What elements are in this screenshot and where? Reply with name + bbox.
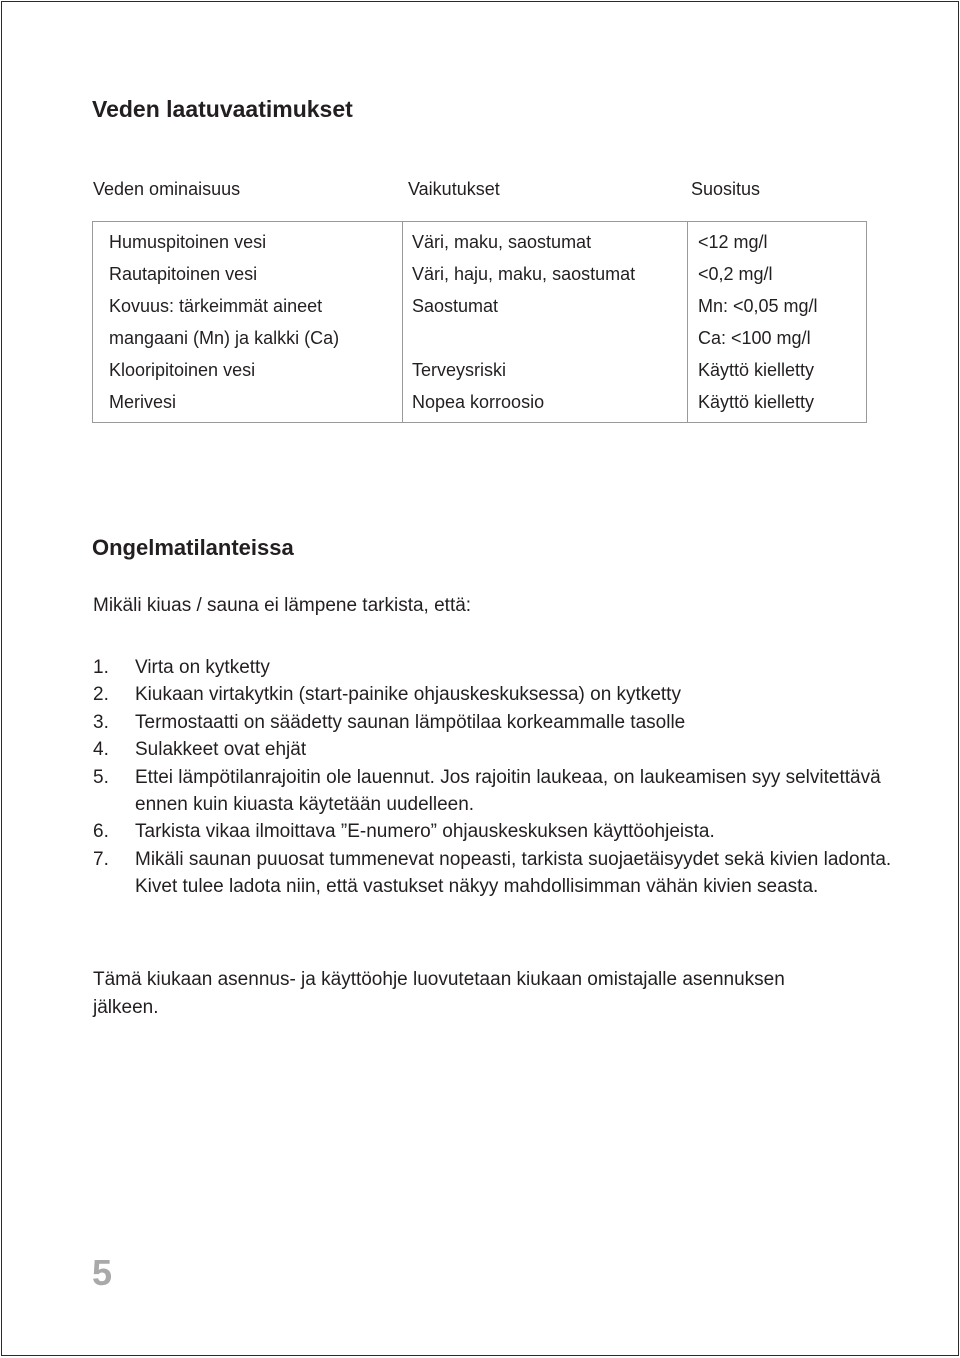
list-item — [93, 736, 893, 763]
page-title: Veden laatuvaatimukset — [92, 96, 353, 122]
list-item — [93, 846, 893, 901]
item-text: Ettei lämpötilanrajoitin ole lauennut. Jos rajoitin laukeaa, on laukeamisen syy selvitettävä ennen kuin kiuasta käytetään uudelleen. — [135, 766, 881, 816]
recommendation-cell: <12 mg/l — [688, 222, 867, 259]
property-cell: Rautapitoinen vesi — [109, 264, 258, 284]
effect-cell: Väri, haju, maku, saostumat — [403, 258, 688, 290]
item-text: Sulakkeet ovat ehjät — [135, 739, 307, 761]
item-text: Mikäli saunan puuosat tummenevat nopeasti, tarkista suojaetäisyydet sekä kivien ladonta. Kivet tulee ladota niin, että vastukset näkyy mahdollisimman vähän kivien seasta. — [135, 848, 892, 898]
list-item — [93, 681, 893, 708]
table-row — [93, 290, 867, 354]
item-number: 7. — [93, 848, 109, 870]
water-quality-table — [92, 221, 867, 423]
recommendation-line: Ca: <100 mg/l — [698, 328, 811, 348]
troubleshooting-intro: Mikäli kiuas / sauna ei lämpene tarkista, että: — [93, 595, 472, 616]
property-line: mangaani (Mn) ja kalkki (Ca) — [109, 328, 340, 348]
table-row — [93, 386, 867, 423]
list-item — [93, 654, 893, 681]
item-number: 4. — [93, 739, 109, 761]
item-text: Tarkista vikaa ilmoittava ”E-numero” ohjauskeskuksen käyttöohjeista. — [135, 821, 715, 843]
troubleshooting-heading: Ongelmatilanteissa — [92, 535, 294, 560]
recommendation-cell: Käyttö kielletty — [688, 354, 867, 386]
property-cell: Klooripitoinen vesi — [109, 360, 256, 380]
closing-paragraph: Tämä kiukaan asennus- ja käyttöohje luovutetaan kiukaan omistajalle asennuksen jälkeen. — [93, 969, 785, 1018]
table-row — [93, 354, 867, 386]
list-item — [93, 764, 893, 819]
table-row — [93, 222, 867, 259]
document-page — [1, 1, 959, 1356]
column-header-recommendation: Suositus — [691, 179, 761, 199]
item-number: 2. — [93, 684, 109, 706]
page-number: 5 — [92, 1252, 113, 1293]
item-number: 1. — [93, 657, 109, 678]
property-cell: Merivesi — [109, 392, 177, 412]
recommendation-line: Mn: <0,05 mg/l — [698, 296, 818, 316]
effect-cell: Saostumat — [403, 290, 688, 354]
item-number: 5. — [93, 766, 109, 788]
property-line: Kovuus: tärkeimmät aineet — [109, 296, 323, 316]
table-row — [93, 258, 867, 290]
list-item — [93, 709, 893, 736]
recommendation-cell: <0,2 mg/l — [688, 258, 867, 290]
column-header-property: Veden ominaisuus — [93, 179, 241, 199]
troubleshooting-list — [93, 654, 893, 901]
effect-cell: Terveysriski — [403, 354, 688, 386]
item-number: 6. — [93, 821, 109, 843]
item-text: Virta on kytketty — [135, 657, 270, 678]
list-item — [93, 818, 893, 845]
property-cell — [93, 290, 403, 354]
item-text: Termostaatti on säädetty saunan lämpötilaa korkeammalle tasolle — [135, 711, 686, 733]
effect-cell: Väri, maku, saostumat — [403, 222, 688, 259]
column-header-effects: Vaikutukset — [408, 179, 500, 199]
recommendation-cell: Käyttö kielletty — [688, 386, 867, 423]
item-text: Kiukaan virtakytkin (start-painike ohjauskeskuksessa) on kytketty — [135, 684, 681, 706]
effect-cell: Nopea korroosio — [403, 386, 688, 423]
recommendation-cell — [688, 290, 867, 354]
property-cell: Humuspitoinen vesi — [109, 232, 267, 252]
item-number: 3. — [93, 711, 109, 733]
